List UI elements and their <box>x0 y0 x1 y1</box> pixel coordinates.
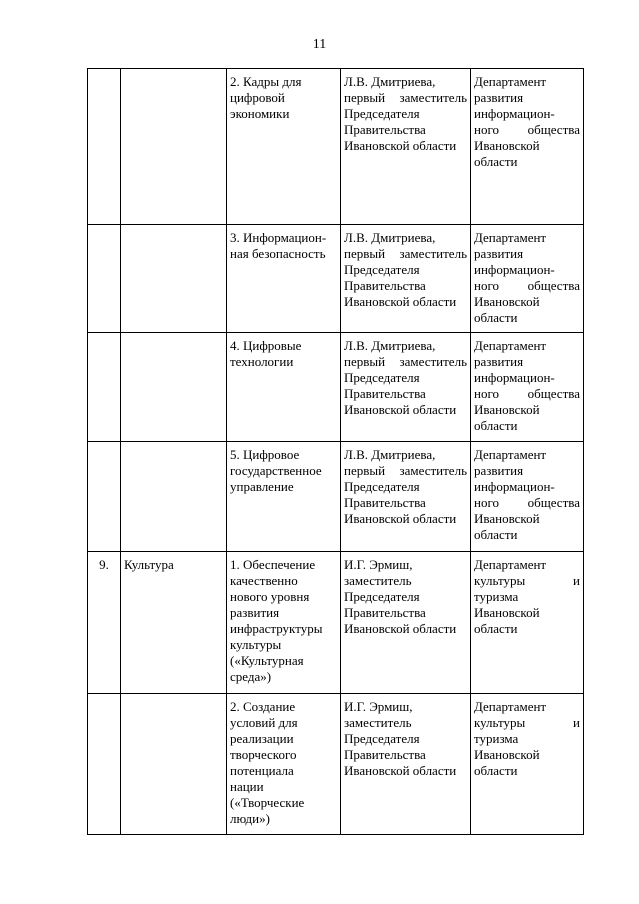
sphere-cell <box>121 442 227 552</box>
project-line: творческого <box>230 747 297 762</box>
project-cell <box>227 69 341 225</box>
department-line: культуры и <box>474 715 580 730</box>
project-line: среда») <box>230 669 272 684</box>
department-line: информацион- <box>474 370 555 385</box>
project-line: 1. Обеспечение <box>230 557 316 572</box>
responsible-line: первый заместитель <box>344 246 467 261</box>
row-number-cell <box>88 69 121 225</box>
responsible-line: Правительства <box>344 495 426 510</box>
responsible-line: Ивановской области <box>344 138 457 153</box>
project-line: («Творческие <box>230 795 305 810</box>
department-line: Ивановской <box>474 747 540 762</box>
project-line: технологии <box>230 354 294 369</box>
responsible-line: Правительства <box>344 747 426 762</box>
row-number-cell <box>88 225 121 333</box>
table-row <box>88 694 584 835</box>
project-line: потенциала <box>230 763 294 778</box>
project-cell <box>227 694 341 835</box>
department-line: развития <box>474 246 524 261</box>
project-line: («Культурная <box>230 653 304 668</box>
table-row <box>88 333 584 442</box>
department-line: Департамент <box>474 447 547 462</box>
project-cell <box>227 225 341 333</box>
sphere-cell <box>121 694 227 835</box>
responsible-line: Правительства <box>344 122 426 137</box>
project-line: люди») <box>230 811 270 826</box>
sphere-cell: Культура <box>121 552 227 694</box>
responsible-line: Председателя <box>344 262 420 277</box>
responsible-line: первый заместитель <box>344 90 467 105</box>
table-row <box>88 225 584 333</box>
sphere-cell <box>121 333 227 442</box>
department-cell <box>471 333 584 442</box>
department-line: развития <box>474 463 524 478</box>
table-row <box>88 69 584 225</box>
responsible-line: Ивановской области <box>344 511 457 526</box>
projects-table-body <box>88 69 584 835</box>
responsible-line: Ивановской области <box>344 294 457 309</box>
table-row <box>88 442 584 552</box>
department-cell <box>471 694 584 835</box>
table-row <box>88 552 584 694</box>
department-line: туризма <box>474 589 519 604</box>
project-line: государственное <box>230 463 322 478</box>
department-line: Департамент <box>474 557 547 572</box>
responsible-line: Правительства <box>344 386 426 401</box>
department-line: области <box>474 621 518 636</box>
department-line: развития <box>474 90 524 105</box>
projects-table <box>87 68 584 835</box>
responsible-line: Л.В. Дмитриева, <box>344 338 436 353</box>
department-line: Ивановской <box>474 605 540 620</box>
department-line: Департамент <box>474 74 547 89</box>
project-line: 3. Информацион- <box>230 230 327 245</box>
responsible-line: Л.В. Дмитриева, <box>344 74 436 89</box>
responsible-line: Ивановской области <box>344 763 457 778</box>
responsible-cell <box>341 69 471 225</box>
project-cell <box>227 442 341 552</box>
department-line: культуры и <box>474 573 580 588</box>
responsible-line: Л.В. Дмитриева, <box>344 230 436 245</box>
project-line: 5. Цифровое <box>230 447 300 462</box>
sphere-cell <box>121 69 227 225</box>
project-line: нового уровня <box>230 589 310 604</box>
responsible-line: заместитель <box>344 715 412 730</box>
department-line: Департамент <box>474 230 547 245</box>
department-line: ного общества <box>474 122 580 137</box>
row-number-cell: 9. <box>88 552 121 694</box>
project-line: экономики <box>230 106 290 121</box>
row-number-cell <box>88 333 121 442</box>
responsible-cell <box>341 225 471 333</box>
department-line: ного общества <box>474 278 580 293</box>
responsible-line: И.Г. Эрмиш, <box>344 699 413 714</box>
responsible-line: И.Г. Эрмиш, <box>344 557 413 572</box>
responsible-line: Ивановской области <box>344 621 457 636</box>
responsible-line: Председателя <box>344 589 420 604</box>
responsible-line: Председателя <box>344 479 420 494</box>
responsible-line: Л.В. Дмитриева, <box>344 447 436 462</box>
responsible-line: заместитель <box>344 573 412 588</box>
department-line: области <box>474 310 518 325</box>
department-cell <box>471 225 584 333</box>
department-line: Ивановской <box>474 138 540 153</box>
project-line: 2. Кадры для <box>230 74 302 89</box>
project-line: условий для <box>230 715 298 730</box>
department-line: информацион- <box>474 262 555 277</box>
responsible-cell <box>341 552 471 694</box>
department-line: области <box>474 418 518 433</box>
responsible-cell <box>341 694 471 835</box>
department-line: Ивановской <box>474 511 540 526</box>
department-cell <box>471 552 584 694</box>
department-line: информацион- <box>474 106 555 121</box>
project-line: управление <box>230 479 294 494</box>
project-line: 2. Создание <box>230 699 296 714</box>
sphere-cell <box>121 225 227 333</box>
project-line: качественно <box>230 573 298 588</box>
responsible-line: Правительства <box>344 605 426 620</box>
responsible-line: Председателя <box>344 106 420 121</box>
project-line: 4. Цифровые <box>230 338 302 353</box>
project-line: реализации <box>230 731 294 746</box>
department-line: ного общества <box>474 386 580 401</box>
row-number-cell <box>88 694 121 835</box>
responsible-line: первый заместитель <box>344 463 467 478</box>
page-number: 11 <box>312 37 327 52</box>
department-line: Департамент <box>474 699 547 714</box>
project-line: нации <box>230 779 264 794</box>
department-line: Ивановской <box>474 402 540 417</box>
responsible-line: Правительства <box>344 278 426 293</box>
department-cell <box>471 442 584 552</box>
department-line: Департамент <box>474 338 547 353</box>
responsible-line: Председателя <box>344 370 420 385</box>
department-line: Ивановской <box>474 294 540 309</box>
responsible-line: первый заместитель <box>344 354 467 369</box>
department-line: области <box>474 763 518 778</box>
department-cell <box>471 69 584 225</box>
project-line: культуры <box>230 637 282 652</box>
project-line: развития <box>230 605 280 620</box>
row-number-cell <box>88 442 121 552</box>
department-line: области <box>474 527 518 542</box>
department-line: туризма <box>474 731 519 746</box>
department-line: развития <box>474 354 524 369</box>
department-line: ного общества <box>474 495 580 510</box>
project-cell <box>227 552 341 694</box>
responsible-cell <box>341 442 471 552</box>
project-line: инфраструктуры <box>230 621 323 636</box>
project-line: ная безопасность <box>230 246 326 261</box>
responsible-cell <box>341 333 471 442</box>
responsible-line: Председателя <box>344 731 420 746</box>
responsible-line: Ивановской области <box>344 402 457 417</box>
project-cell <box>227 333 341 442</box>
department-line: области <box>474 154 518 169</box>
department-line: информацион- <box>474 479 555 494</box>
project-line: цифровой <box>230 90 285 105</box>
